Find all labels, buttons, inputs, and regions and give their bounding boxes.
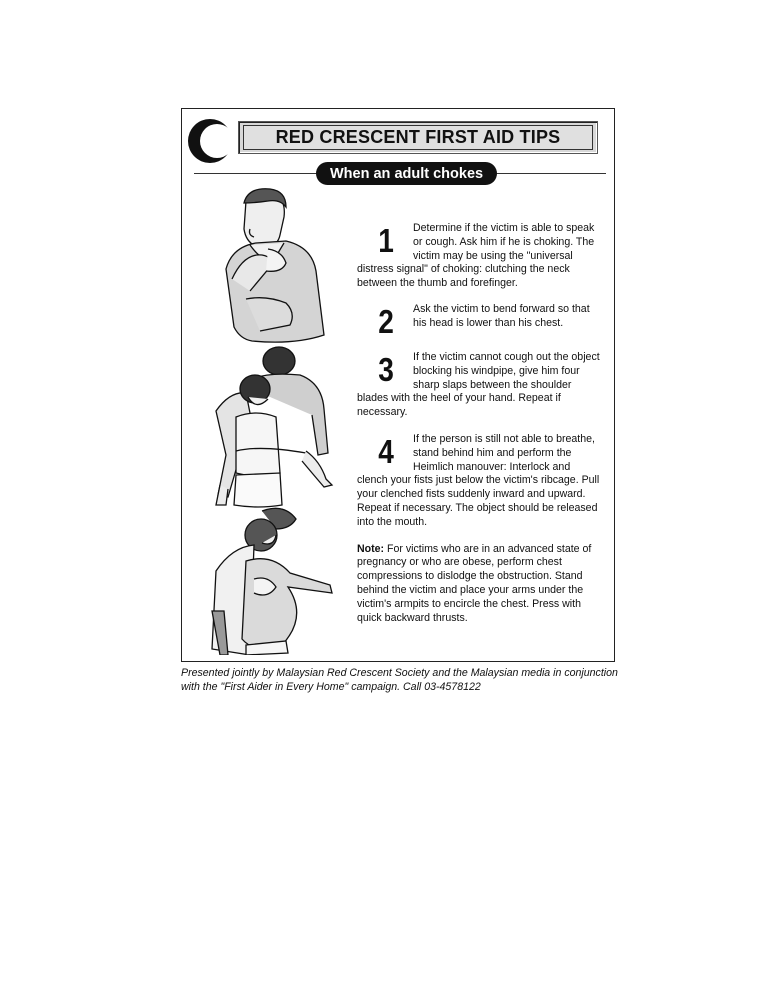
step-1 [357,222,602,291]
step-text: If the person is still not able to breathe, stand behind him and perform the Heimlich manouver: Interlock and clench your fists just below the victim's ribcage. Pull your clenched fists suddenly inward and upward. Repeat if necessary. The object should be released into the mouth. [357,432,600,528]
footer-credit: Presented jointly by Malaysian Red Crescent Society and the Malaysian media in conjunction with the "First Aider in Every Home" campaign. Call 03-4578122 [181,667,618,693]
note-text: For victims who are in an advanced state of pregnancy or who are obese, perform chest compressions to dislodge the obstruction. Stand behind the victim and place your arms under the victim's armpits to encircle the chest. Press with quick backward thrusts. [357,542,592,624]
step-2 [357,303,602,338]
subtitle-badge: When an adult chokes [316,162,497,185]
step-number: 2 [378,302,394,340]
step-text: Determine if the victim is able to speak or cough. Ask him if he is choking. The victim may be using the "universal distress signal" of choking: clutching the neck between the thumb and forefinger. [357,222,595,290]
back-slap-illustration [216,347,332,507]
step-number: 3 [378,350,394,388]
step-4 [357,433,602,530]
first-aid-panel [181,108,615,662]
note-paragraph [357,543,602,626]
step-number: 4 [378,432,394,470]
note-label: Note: [357,542,385,555]
instructions-column [357,222,602,636]
step-number: 1 [378,222,394,259]
step-3 [357,351,602,420]
page-title: RED CRESCENT FIRST AID TIPS [243,125,593,150]
step-text: Ask the victim to bend forward so that his head is lower than his chest. [413,302,590,329]
chest-thrust-illustration [212,508,332,655]
choking-man-illustration [226,189,324,342]
crescent-icon [186,117,234,165]
title-banner [238,121,598,154]
choking-illustrations [206,179,336,655]
step-text: If the victim cannot cough out the object blocking his windpipe, give him four sharp slaps between the shoulder blades with the heel of your hand. Repeat if necessary. [357,350,600,419]
